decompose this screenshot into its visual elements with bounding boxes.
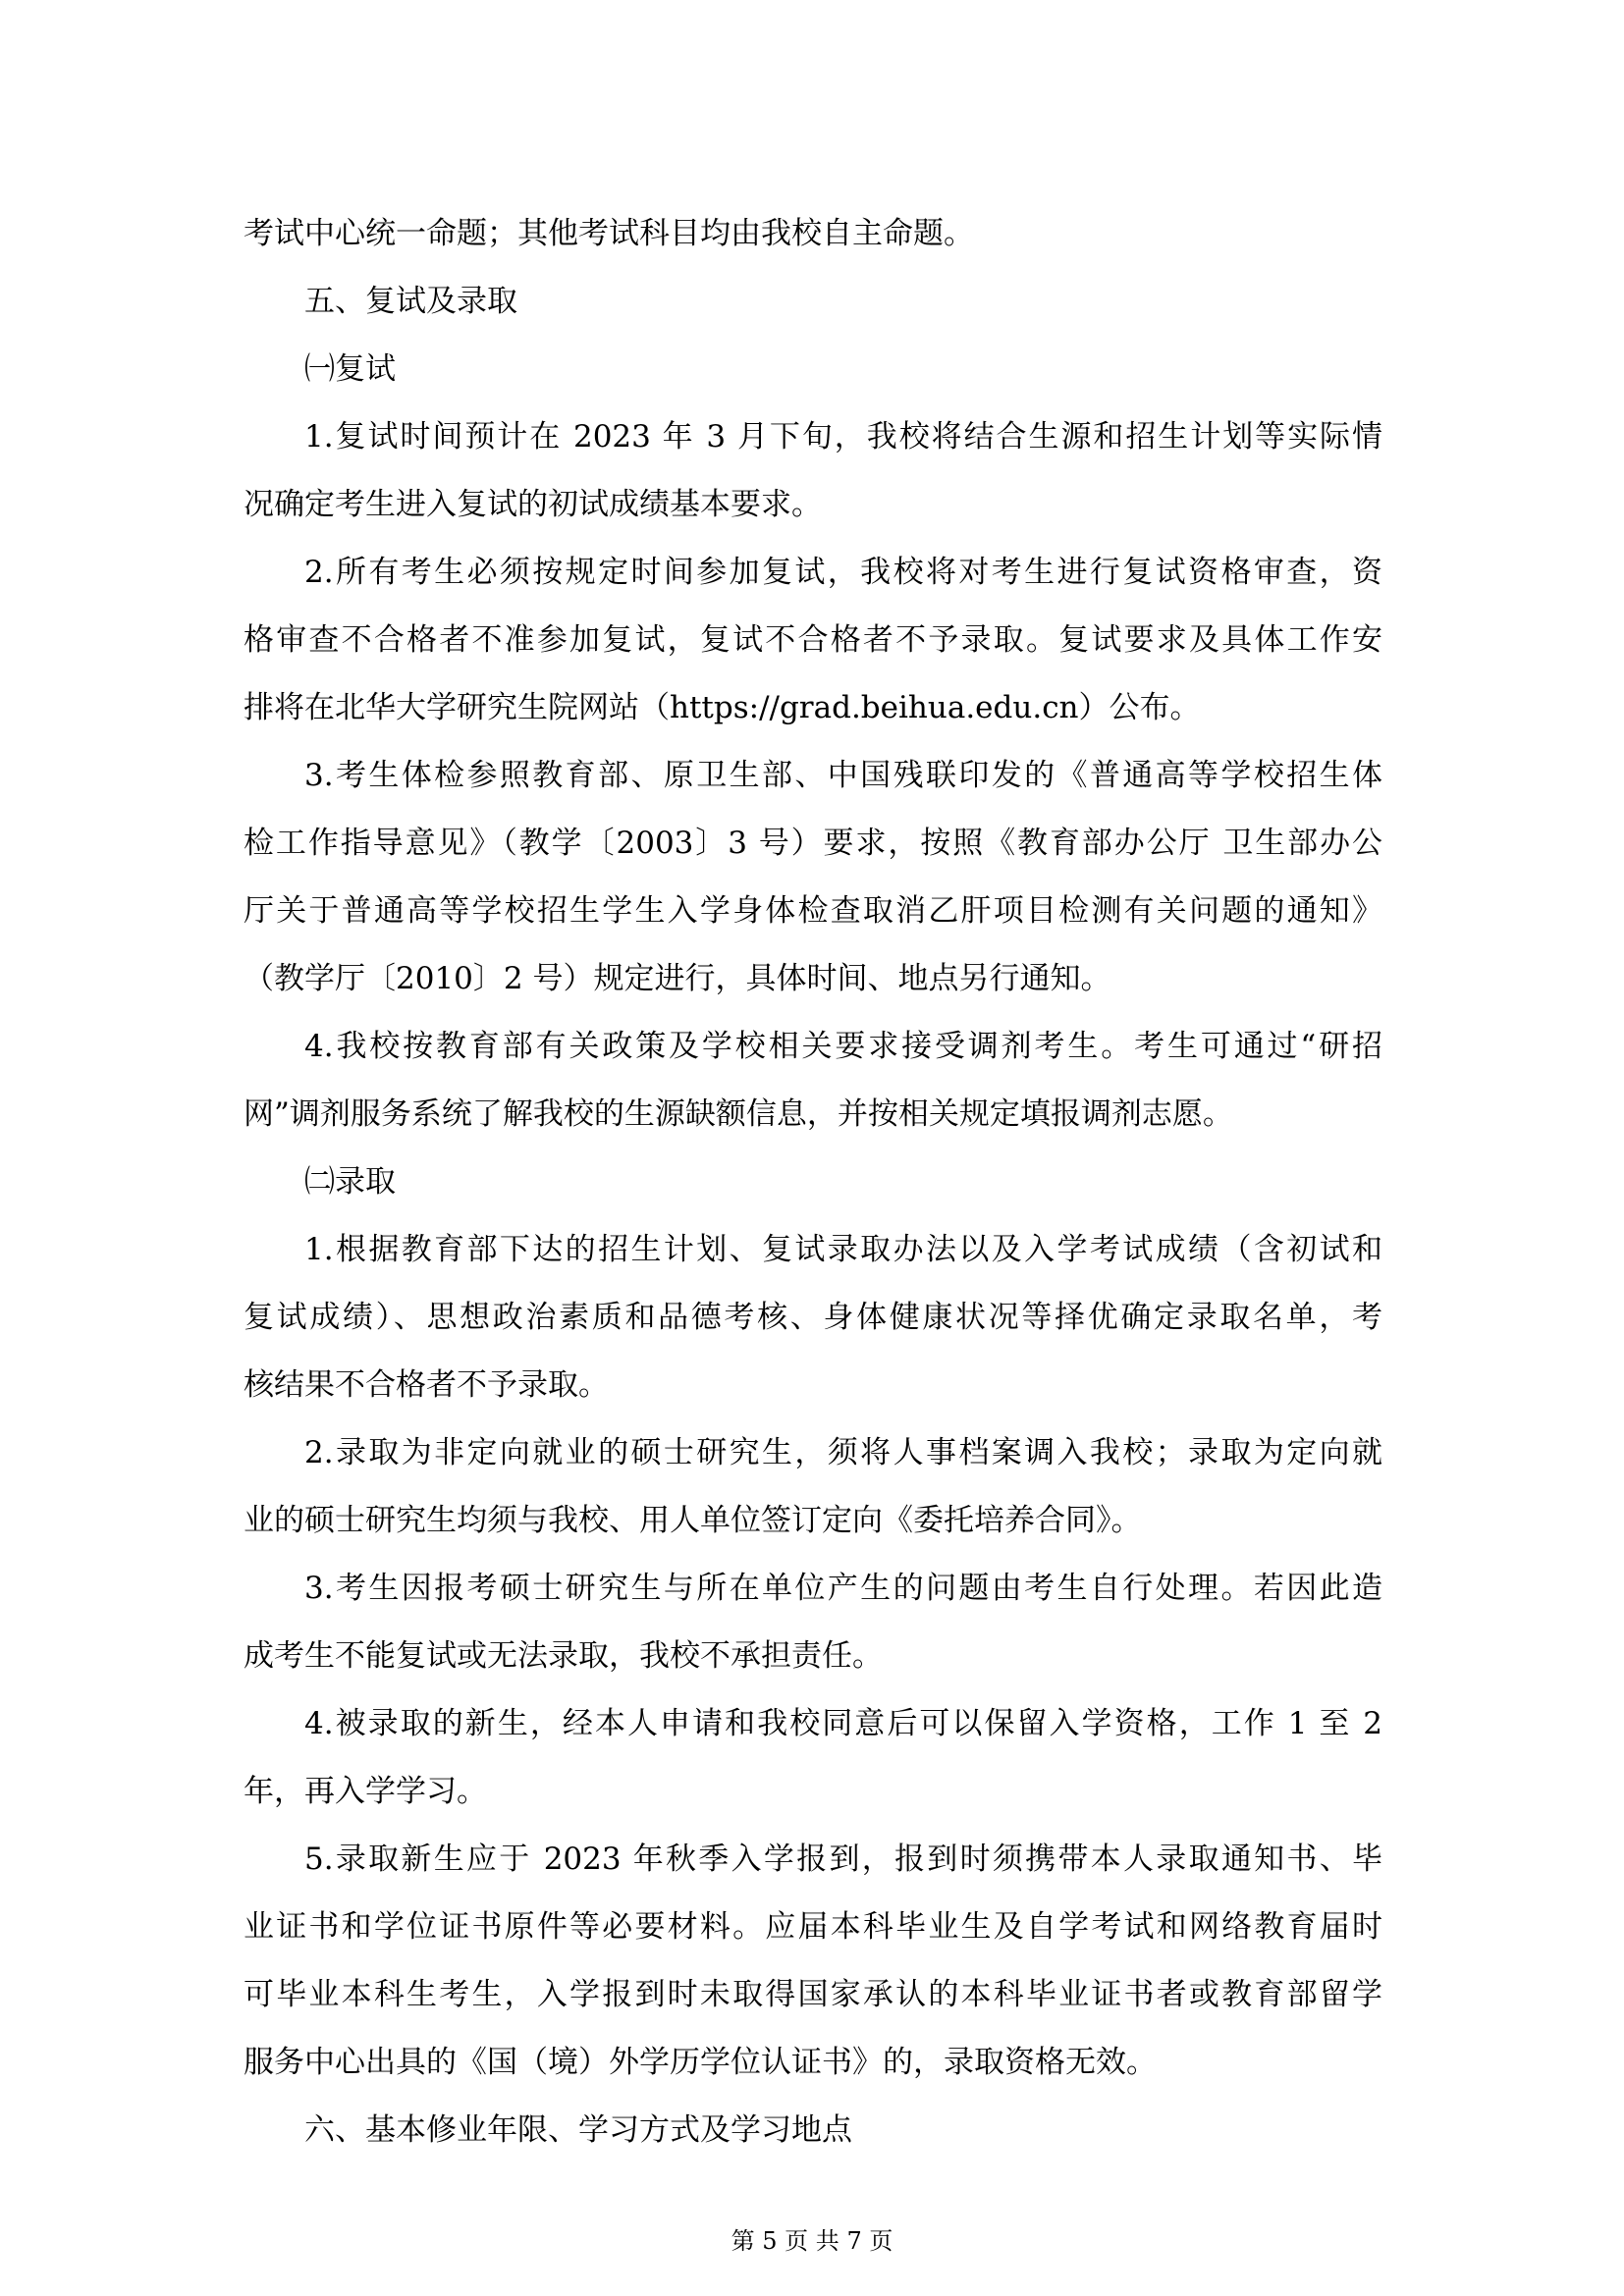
text-line: 4.我校按教育部有关政策及学校相关要求接受调剂考生。考生可通过“研招 — [304, 1029, 1382, 1064]
text-line: 2.录取为非定向就业的硕士研究生，须将人事档案调入我校；录取为定向就 — [304, 1435, 1382, 1470]
text-line: 1.根据教育部下达的招生计划、复试录取办法以及入学考试成绩（含初试和 — [304, 1232, 1382, 1267]
text-line: 3.考生体检参照教育部、原卫生部、中国残联印发的《普通高等学校招生体 — [304, 758, 1382, 793]
subsection-heading: ㈠复试 — [304, 351, 396, 387]
text-line: 核结果不合格者不予录取。 — [244, 1367, 609, 1403]
text-line: 1.复试时间预计在 2023 年 3 月下旬，我校将结合生源和招生计划等实际情 — [304, 419, 1382, 454]
text-line: 4.被录取的新生，经本人申请和我校同意后可以保留入学资格，工作 1 至 2 — [304, 1706, 1382, 1741]
section-heading: 六、基本修业年限、学习方式及学习地点 — [304, 2112, 852, 2148]
text-line: 格审查不合格者不准参加复试，复试不合格者不予录取。复试要求及具体工作安 — [244, 622, 1382, 658]
subsection-heading: ㈡录取 — [304, 1164, 396, 1200]
text-line: 复试成绩）、思想政治素质和品德考核、身体健康状况等择优确定录取名单，考 — [244, 1300, 1382, 1335]
text-line: 成考生不能复试或无法录取，我校不承担责任。 — [244, 1638, 883, 1674]
text-line: 可毕业本科生考生，入学报到时未取得国家承认的本科毕业证书者或教育部留学 — [244, 1977, 1382, 2012]
text-line: 排将在北华大学研究生院网站（https://grad.beihua.edu.cn）公布。 — [244, 690, 1201, 725]
text-line: 5.录取新生应于 2023 年秋季入学报到，报到时须携带本人录取通知书、毕 — [304, 1842, 1382, 1877]
text-line: 3.考生因报考硕士研究生与所在单位产生的问题由考生自行处理。若因此造 — [304, 1571, 1382, 1606]
text-line: 考试中心统一命题；其他考试科目均由我校自主命题。 — [244, 216, 974, 251]
text-line: （教学厅〔2010〕2 号）规定进行，具体时间、地点另行通知。 — [244, 961, 1111, 996]
text-line: 检工作指导意见》（教学〔2003〕3 号）要求，按照《教育部办公厅 卫生部办公 — [244, 826, 1382, 861]
section-heading: 五、复试及录取 — [304, 284, 517, 319]
text-line: 2.所有考生必须按规定时间参加复试，我校将对考生进行复试资格审查，资 — [304, 555, 1382, 590]
text-line: 况确定考生进入复试的初试成绩基本要求。 — [244, 487, 822, 522]
text-line: 厅关于普通高等学校招生学生入学身体检查取消乙肝项目检测有关问题的通知》 — [244, 893, 1382, 929]
text-line: 业证书和学位证书原件等必要材料。应届本科毕业生及自学考试和网络教育届时 — [244, 1909, 1382, 1945]
text-line: 年，再入学学习。 — [244, 1774, 487, 1809]
text-line: 服务中心出具的《国（境）外学历学位认证书》的，录取资格无效。 — [244, 2045, 1157, 2080]
page-number: 第 5 页 共 7 页 — [731, 2227, 893, 2255]
text-line: 业的硕士研究生均须与我校、用人单位签订定向《委托培养合同》。 — [244, 1503, 1142, 1538]
text-line: 网”调剂服务系统了解我校的生源缺额信息，并按相关规定填报调剂志愿。 — [244, 1096, 1233, 1132]
